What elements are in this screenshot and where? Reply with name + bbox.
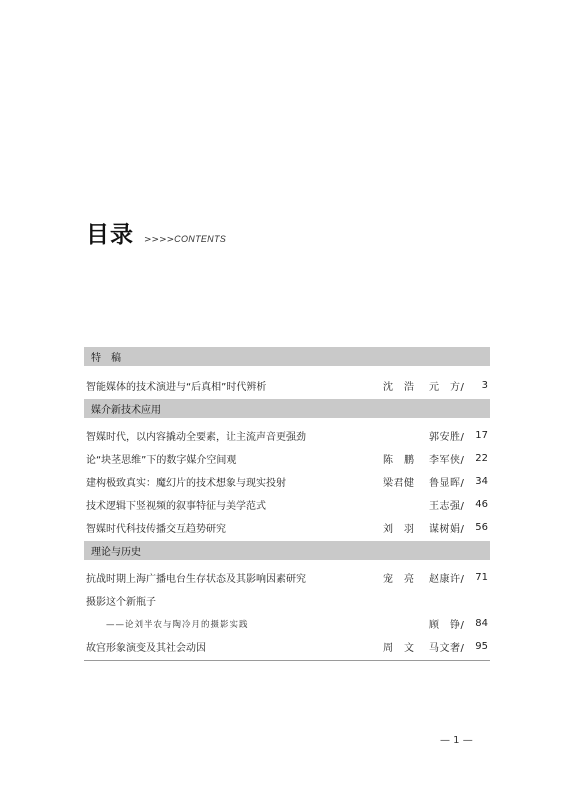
- entry-page: 46: [475, 499, 488, 510]
- toc-entry[interactable]: [84, 447, 490, 470]
- toc-header: [86, 216, 226, 249]
- entry-title: 智媒时代科技传播交互趋势研究: [86, 524, 226, 535]
- entry-author: 谋树娟/: [429, 524, 465, 535]
- entry-page: 17: [475, 430, 488, 441]
- entry-page: 71: [475, 572, 488, 583]
- toc-entry[interactable]: [84, 493, 490, 516]
- toc-entry[interactable]: [84, 374, 490, 397]
- section-header-theory-history: [84, 541, 490, 560]
- section-header-media-tech: [84, 399, 490, 418]
- entry-author: 马文奢/: [429, 643, 465, 654]
- table-of-contents: [84, 347, 490, 661]
- entry-page: 34: [475, 476, 488, 487]
- entry-page: 3: [481, 380, 488, 391]
- entry-author: 沈 浩: [383, 382, 415, 393]
- toc-entry[interactable]: [84, 589, 490, 612]
- entry-title: 技术逻辑下竖视频的叙事特征与美学范式: [86, 501, 266, 512]
- entry-author: 顾 铮/: [429, 620, 465, 631]
- entry-author: 梁君健: [383, 478, 415, 489]
- entry-author: 周 文: [383, 643, 415, 654]
- entry-author: 王志强/: [429, 501, 465, 512]
- entry-page: 84: [475, 618, 488, 629]
- page-title: 目录: [86, 222, 134, 248]
- entry-page: 95: [475, 641, 488, 652]
- entry-author: 赵康许/: [429, 574, 465, 585]
- entry-title: 故宫形象演变及其社会动因: [86, 643, 206, 654]
- contents-label: CONTENTS: [174, 234, 227, 244]
- entry-title: 论“块茎思维”下的数字媒介空间观: [86, 455, 237, 466]
- bottom-rule: [84, 660, 490, 661]
- section-header-featured: [84, 347, 490, 366]
- entry-author: 郭安胜/: [429, 432, 465, 443]
- toc-entry[interactable]: [84, 516, 490, 539]
- entry-author: 鲁显晖/: [429, 478, 465, 489]
- entry-page: 22: [475, 453, 488, 464]
- entry-author: 宠 亮: [383, 574, 415, 585]
- entry-title: 抗战时期上海广播电台生存状态及其影响因素研究: [86, 574, 306, 585]
- entry-author: 元 方/: [429, 382, 465, 393]
- entry-author: 陈 鹏: [383, 455, 415, 466]
- entry-title: 建构极致真实：魔幻片的技术想象与现实投射: [86, 478, 286, 489]
- toc-entry[interactable]: [84, 470, 490, 493]
- toc-entry[interactable]: [84, 566, 490, 589]
- section-label: 理论与历史: [91, 547, 141, 558]
- entry-page: 56: [475, 522, 488, 533]
- section-label: 特 稿: [91, 353, 121, 364]
- section-label: 媒介新技术应用: [91, 405, 161, 416]
- entry-subtitle: ——论刘半农与陶冷月的摄影实践: [106, 619, 249, 630]
- entry-author: 李军侠/: [429, 455, 465, 466]
- entry-title: 摄影这个新瓶子: [86, 597, 156, 608]
- entry-title: 智媒时代，以内容撬动全要素，让主流声音更强劲: [86, 432, 306, 443]
- arrows-decoration: >>>>: [144, 235, 175, 245]
- page-number: — 1 —: [440, 735, 473, 746]
- toc-entry[interactable]: [84, 424, 490, 447]
- toc-entry[interactable]: [84, 635, 490, 658]
- toc-entry-subtitle[interactable]: [84, 612, 490, 635]
- entry-author: 刘 羽: [383, 524, 415, 535]
- entry-title: 智能媒体的技术演进与“后真相”时代辨析: [86, 382, 267, 393]
